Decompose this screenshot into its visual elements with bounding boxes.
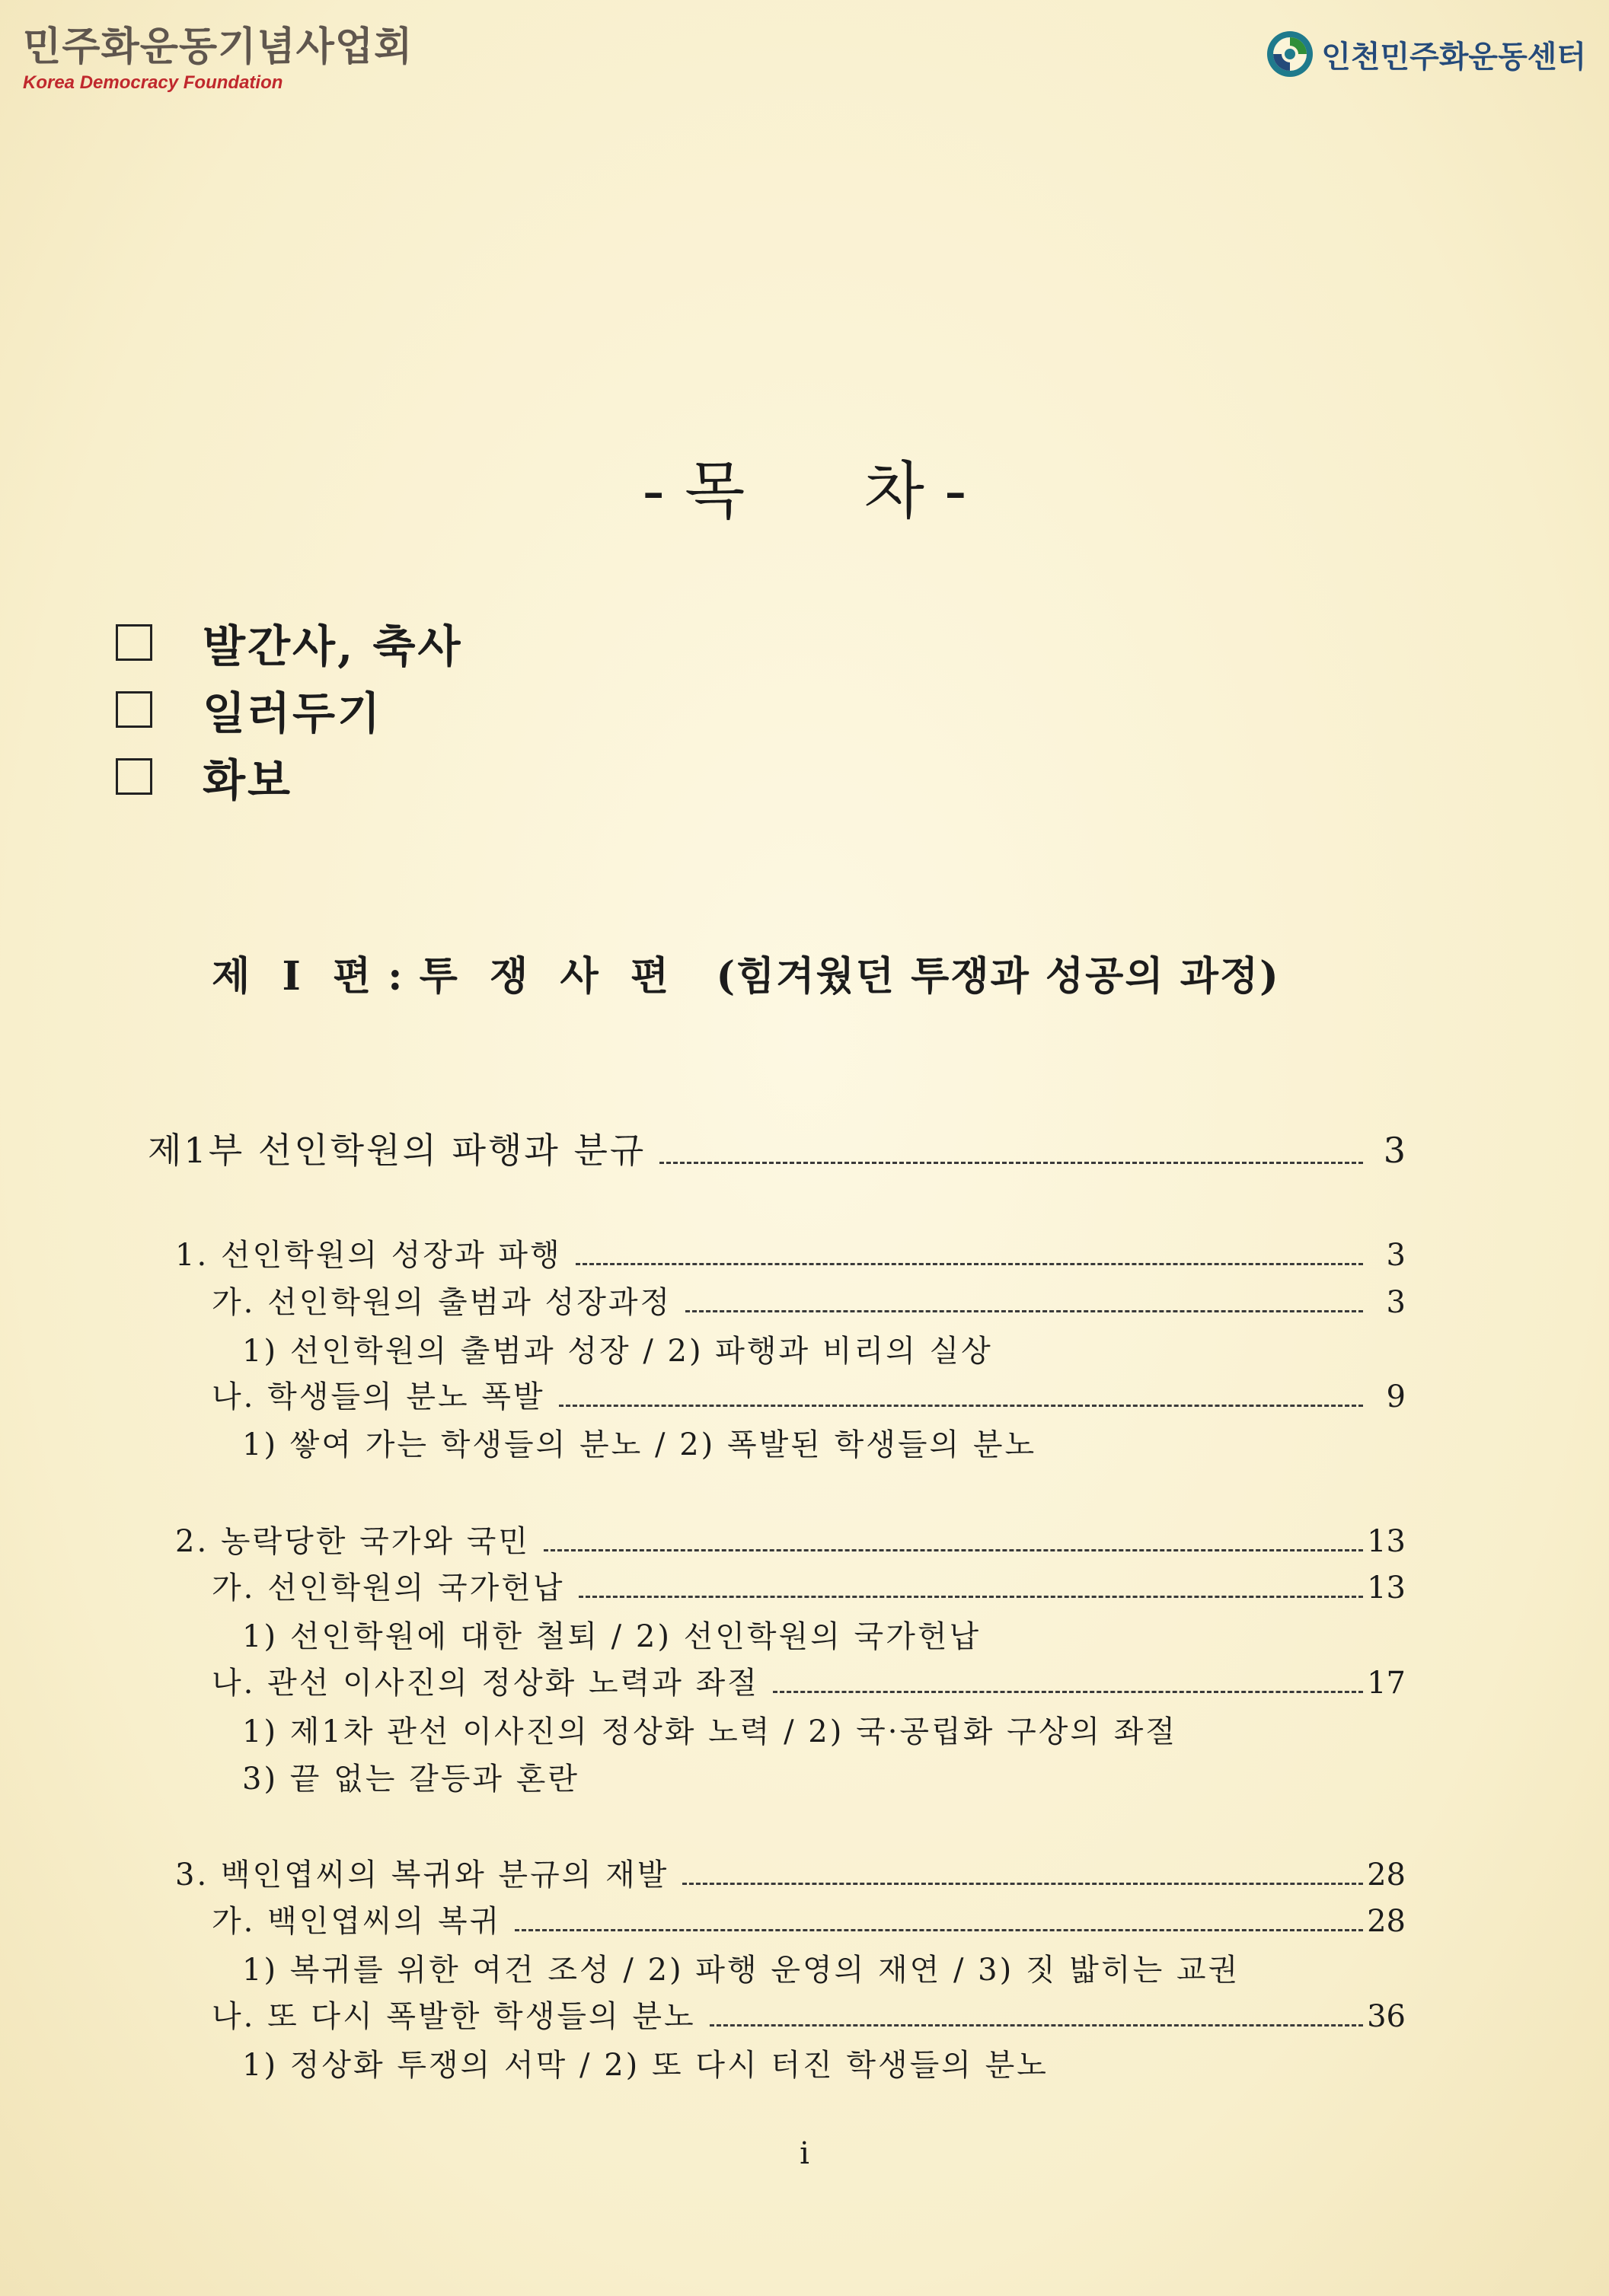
toc-entry-label: 나. 학생들의 분노 폭발 [212,1379,545,1414]
toc-leader [576,1263,1363,1265]
toc-entry-label: 나. 또 다시 폭발한 학생들의 분노 [212,1999,696,2034]
front-matter-item [116,743,463,810]
front-matter-item [116,676,463,743]
toc-entry-label: 나. 관선 이사진의 정상화 노력과 좌절 [212,1666,759,1701]
toc-subitems: 1) 선인학원의 출범과 성장 / 2) 파행과 비리의 실상 [242,1334,993,1369]
logo-right-name: 인천민주화운동센터 [1321,39,1586,75]
toc-entry-subsection [212,1373,1406,1416]
toc-leader [559,1405,1363,1407]
circular-swirl-logo-icon [1265,29,1315,79]
toc-subitems: 1) 선인학원에 대한 철퇴 / 2) 선인학원의 국가헌납 [242,1619,982,1654]
front-matter-label: 발간사, 축사 [203,620,463,672]
toc-leader [710,2024,1363,2027]
toc-leader [773,1691,1363,1693]
page-number: i [800,2136,809,2171]
toc-entry-section [175,1851,1406,1894]
front-matter-list [116,609,463,810]
toc-entry-label: 2. 농락당한 국가와 국민 [175,1524,531,1559]
toc-entry-subsection [212,1564,1406,1607]
toc-subitems: 1) 제1차 관선 이사진의 정상화 노력 / 2) 국·공립화 구상의 좌절 [242,1714,1177,1749]
toc-page-number: 3 [1386,1285,1406,1320]
part-heading: 제 Ⅰ 편 : 투 쟁 사 편 (힘겨웠던 투쟁과 성공의 과정) [212,953,1280,1000]
incheon-democracy-center-logo [1265,27,1586,81]
toc-leader [579,1596,1363,1598]
toc-subitems: 1) 복귀를 위한 여건 조성 / 2) 파행 운영의 재연 / 3) 짓 밟히는 교권 [242,1953,1240,1988]
front-matter-label: 화보 [203,754,293,806]
toc-entry-subsection [212,1897,1406,1940]
toc-entry-subsection [212,1278,1406,1322]
toc-page-number: 13 [1367,1571,1406,1606]
toc-page-number: 9 [1386,1379,1406,1414]
toc-entry-label: 1. 선인학원의 성장과 파행 [175,1238,562,1273]
toc-page-number: 17 [1367,1666,1406,1701]
toc-subitems: 3) 끝 없는 갈등과 혼란 [242,1762,580,1797]
front-matter-label: 일러두기 [203,687,383,739]
logo-english-text: Korea Democracy Foundation [23,72,283,93]
toc-subitems: 1) 정상화 투쟁의 서막 / 2) 또 다시 터진 학생들의 분노 [242,2048,1049,2083]
toc-leader [515,1929,1363,1931]
toc-page-number: 28 [1367,1858,1406,1893]
korea-democracy-foundation-logo [23,24,413,94]
toc-leader [685,1310,1363,1312]
toc-entry-section [175,1231,1406,1274]
toc-page-number: 3 [1386,1238,1406,1273]
empty-checkbox-icon [116,691,152,728]
toc-leader [544,1549,1363,1551]
toc-entry-section [175,1517,1406,1561]
empty-checkbox-icon [116,758,152,795]
toc-entry-subsection [212,1992,1406,2036]
toc-leader [659,1162,1363,1164]
toc-entry-label: 가. 선인학원의 국가헌납 [212,1571,565,1606]
toc-page-number: 28 [1367,1904,1406,1939]
toc-subitems: 1) 쌓여 가는 학생들의 분노 / 2) 폭발된 학생들의 분노 [242,1427,1037,1462]
page-title: - 목 차 - [642,455,967,528]
toc-entry-label: 제1부 선인학원의 파행과 분규 [148,1130,646,1171]
toc-page-number: 13 [1367,1524,1406,1559]
toc-page-number: 36 [1367,1999,1406,2034]
toc-entry-part1 [148,1123,1406,1173]
toc-entry-label: 가. 백인엽씨의 복귀 [212,1904,502,1939]
toc-entry-subsection [212,1659,1406,1702]
toc-entry-label: 3. 백인엽씨의 복귀와 분규의 재발 [175,1858,669,1893]
toc-entry-label: 가. 선인학원의 출범과 성장과정 [212,1285,672,1320]
empty-checkbox-icon [116,624,152,661]
front-matter-item [116,609,463,676]
toc-page-number: 3 [1383,1130,1406,1171]
toc-leader [682,1883,1363,1885]
logo-korean-text: 민주화운동기념사업회 [23,24,413,70]
